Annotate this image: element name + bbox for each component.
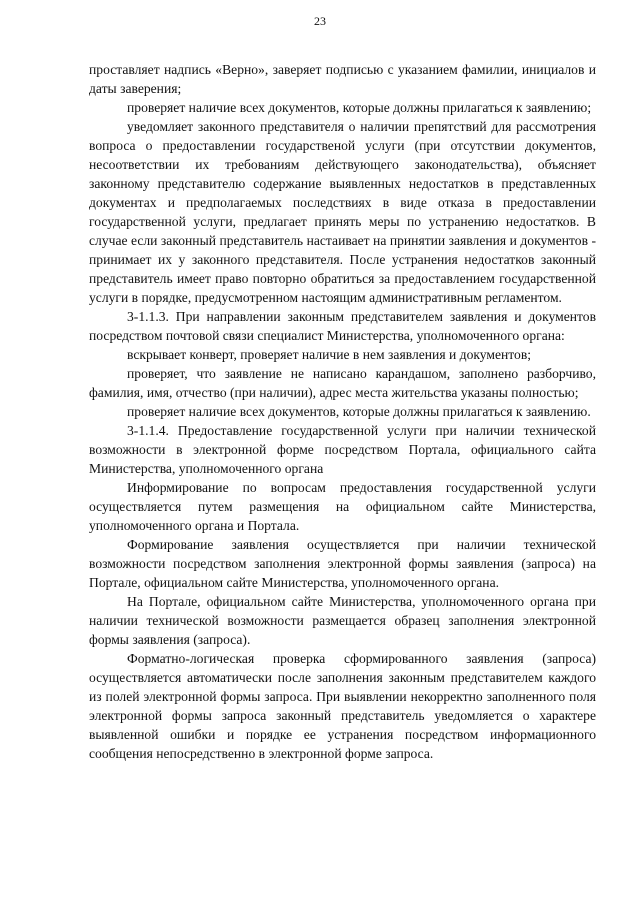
paragraph: Информирование по вопросам предоставления государственной услуги осуществляется путем размещения на официальном сайте Министерства, уполномоченного органа и Портала. [89,480,596,533]
page-number: 23 [314,14,326,28]
paragraph: проверяет наличие всех документов, которые должны прилагаться к заявлению; [127,100,592,115]
paragraph: Форматно-логическая проверка сформированного заявления (запроса) осуществляется автоматически после заполнения законным представителем каждого из полей электронной формы запроса. При выявлении некорректно заполненного поля электронной формы запроса законный представитель уведомляется о характере выявленной ошибки и порядке ее устранения посредством информационного сообщения непосредственно в электронной форме запроса. [89,651,596,761]
paragraph: уведомляет законного представителя о наличии препятствий для рассмотрения вопроса о предоставлении государственой услуги (при отсутствии документов, несоответствии их требованиям действующего законодательства), объясняет законному представителю содержание выявленных недостатков в представленных документах и предполагаемых последствиях в виде отказа в предоставлении государственной услуги, предлагает принять меры по устранению недостатков. В случае если законный представитель настаивает на принятии заявления и документов - принимает их у законного представителя. После устранения недостатков законный представитель имеет право повторно обратиться за предоставлением государственной услуги в порядке, предусмотренном настоящим административным регламентом. [89,119,596,305]
document-body [89,60,596,763]
paragraph: проверяет, что заявление не написано карандашом, заполнено разборчиво, фамилия, имя, отчество (при наличии), адрес места жительства указаны полностью; [89,366,596,400]
paragraph: 3-1.1.3. При направлении законным представителем заявления и документов посредством почтовой связи специалист Министерства, уполномоченного органа: [89,309,596,343]
paragraph: вскрывает конверт, проверяет наличие в нем заявления и документов; [127,347,532,362]
paragraph: На Портале, официальном сайте Министерства, уполномоченного органа при наличии технической возможности размещается образец заполнения электронной формы заявления (запроса). [89,594,596,647]
paragraph: Формирование заявления осуществляется при наличии технической возможности посредством заполнения электронной формы заявления (запроса) на Портале, официальном сайте Министерства, уполномоченного органа. [89,537,596,590]
paragraph: проверяет наличие всех документов, которые должны прилагаться к заявлению. [127,404,591,419]
paragraph: проставляет надпись «Верно», заверяет подписью с указанием фамилии, инициалов и даты заверения; [89,62,596,96]
paragraph: 3-1.1.4. Предоставление государственной услуги при наличии технической возможности в электронной форме посредством Портала, официального сайта Министерства, уполномоченного органа [89,423,596,476]
